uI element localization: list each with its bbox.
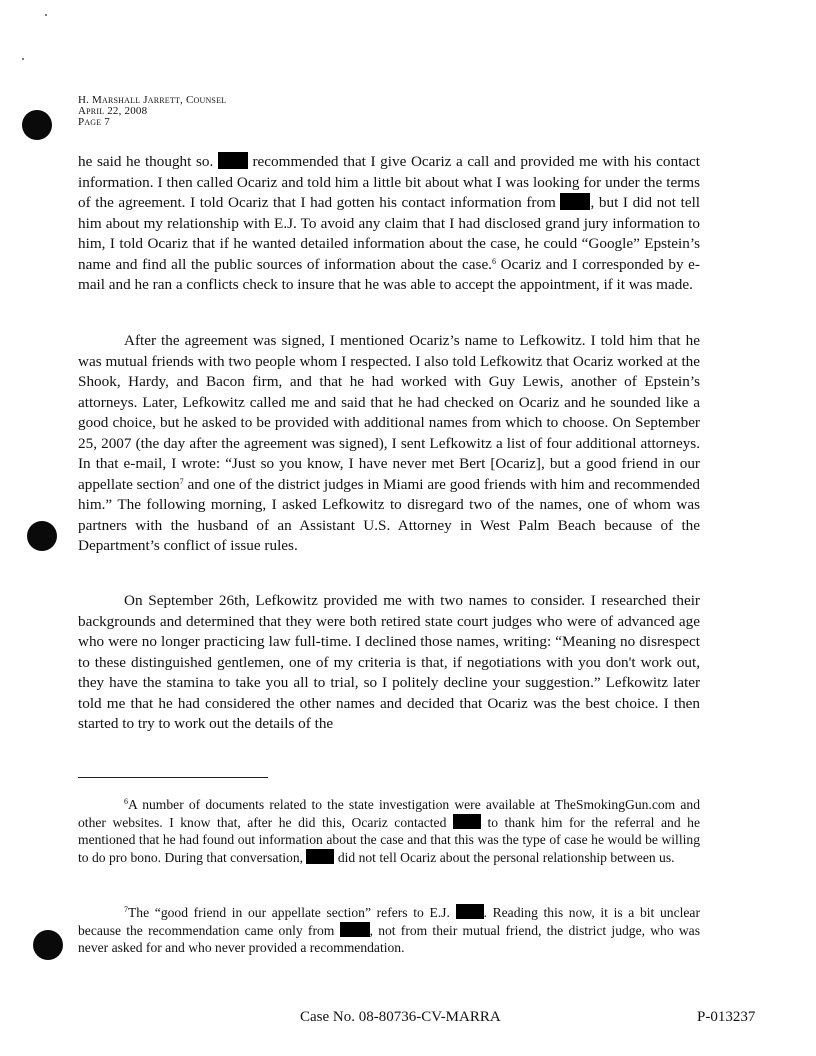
redaction-box	[453, 814, 481, 829]
paragraph-text: After the agreement was signed, I mentioned Ocariz’s name to Lefkowitz. I told him that he was mutual friends with two people whom I respected. I also told Lefkowitz that Ocariz worked at the Shook, Hardy, and Bacon firm, and that he had worked with Guy Lewis, another of Epstein’s attorneys. Later, Lefkowitz called me and said that he had checked on Ocariz and he sounded like a good choice, but he asked to be provided with additional names from which to choose. On September 25, 2007 (the day after the agreement was signed), I sent Lefkowitz a list of four additional attorneys. In that e-mail, I wrote: “Just so you know, I have never met Bert [Ocariz], but a good friend in our appellate section	[78, 332, 700, 493]
paragraph-2	[78, 331, 700, 557]
paragraph-text: , but I did not tell him about my relationship with E.J. To avoid any claim that I had disclosed grand jury information to him, I told Ocariz that if he wanted detailed information about the case, he could “Google” Epstein’s name and find all the public sources of information about the case.	[78, 194, 701, 273]
paragraph-3	[78, 591, 700, 735]
footnote-reference: 7	[179, 476, 184, 486]
redaction-box	[560, 193, 590, 210]
footnote-mark: 6	[124, 797, 128, 806]
letterhead-addressee: H. Marshall Jarrett, Counsel	[78, 94, 227, 106]
redaction-box	[456, 904, 484, 919]
footnote-text: to thank him for the referral and he mentioned that he had found out information about the case and that this was the type of case he would be willing to do pro bono. During that conversation,	[78, 814, 700, 865]
footnote-reference: 6	[491, 256, 496, 266]
footnote-text: . Reading this now, it is a bit unclear because the recommendation came only from	[78, 905, 700, 938]
case-number: Case No. 08-80736-CV-MARRA	[300, 1009, 501, 1025]
redaction-box	[218, 152, 248, 169]
footnote-text: A number of documents related to the state investigation were available at TheSmokingGun.com and other websites. I know that, after he did this, Ocariz contacted	[78, 797, 700, 830]
footnote-divider	[78, 777, 268, 778]
paragraph-text: recommended that I give Ocariz a call and provided me with his contact information. I then called Ocariz and told him a little bit about what I was looking for under the terms of the agreement. I told Ocariz that I had gotten his contact information from	[78, 153, 700, 211]
punch-hole	[33, 930, 63, 960]
redaction-box	[340, 922, 370, 937]
letterhead	[78, 95, 226, 128]
scan-speck	[45, 14, 47, 16]
footnote-text: , not from their mutual friend, the district judge, who was never asked for and who never provided a recommendation.	[78, 922, 701, 956]
bates-number: P-013237	[697, 1009, 756, 1025]
redaction-box	[306, 849, 334, 864]
paragraph-text: Ocariz and I corresponded by e-mail and he ran a conflicts check to insure that he was able to accept the appointment, if it was made.	[78, 255, 700, 293]
footnote-mark: 7	[124, 905, 128, 914]
footnote-text: The “good friend in our appellate section” refers to E.J.	[128, 905, 450, 920]
paragraph-text: and one of the district judges in Miami are good friends with him and recommended him.” The following morning, I asked Lefkowitz to disregard two of the names, one of whom was partners with the husband of an Assistant U.S. Attorney in West Palm Beach because of the Department’s conflict of issue rules.	[78, 475, 700, 554]
footnote-7	[78, 904, 700, 957]
paragraph-text: he said he thought so.	[78, 153, 214, 170]
footnote-6	[78, 796, 700, 866]
paragraph-1	[78, 152, 700, 296]
paragraph-text: On September 26th, Lefkowitz provided me with two names to consider. I researched their backgrounds and determined that they were both retired state court judges who were of advanced age who were no longer practicing law full-time. I declined those names, writing: “Meaning no disrespect to these distinguished gentlemen, one of my criteria is that, if negotiations with you don't work out, they have the stamina to take you all to trial, so I politely decline your suggestion.” Lefkowitz later told me that he had considered the other names and decided that Ocariz was the best choice. I then started to try to work out the details of the	[78, 592, 700, 732]
letterhead-date: April 22, 2008	[78, 105, 148, 117]
punch-hole	[22, 110, 52, 140]
footnote-text: did not tell Ocariz about the personal relationship between us.	[334, 849, 675, 865]
punch-hole	[27, 521, 57, 551]
scan-speck	[22, 58, 24, 60]
letterhead-page: Page 7	[78, 116, 111, 128]
